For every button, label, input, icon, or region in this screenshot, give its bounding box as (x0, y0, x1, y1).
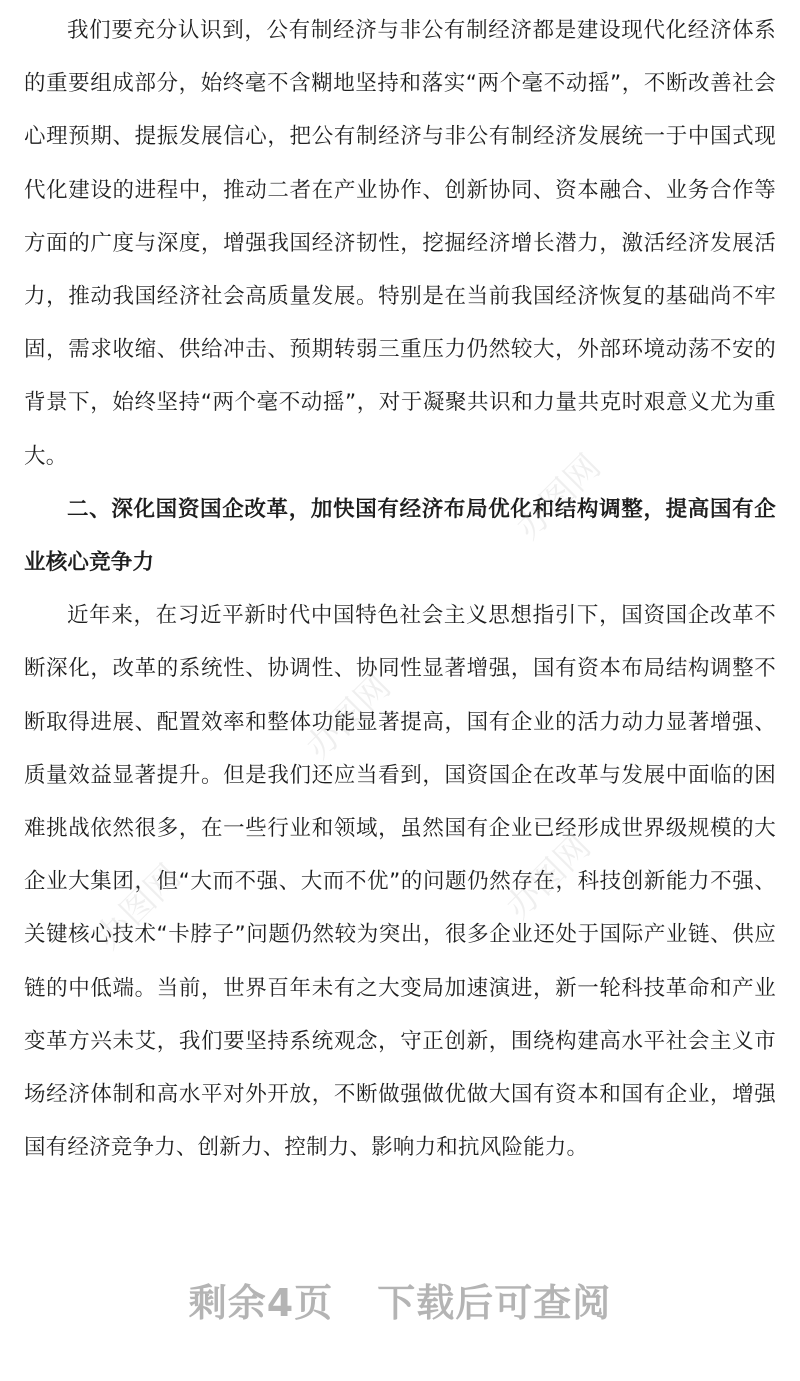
watermark: 办图网 (298, 666, 399, 768)
remaining-pages-label: 剩余4页 (188, 1281, 334, 1325)
paragraph-body: 近年来，在习近平新时代中国特色社会主义思想指引下，国资国企改革不断深化，改革的系统性、协调性、协同性显著增强，国有资本布局结构调整不断取得进展、配置效率和整体功能显著提高，国有企业的活力动力显著增强、质量效益显著提升。但是我们还应当看到，国资国企在改革与发展中面临的困难挑战依然很多，在一些行业和领域，虽然国有企业已经形成世界级规模的大企业大集团，但“大而不强、大而不优”的问题仍然存在，科技创新能力不强、关键核心技术“卡脖子”问题仍然较为突出，很多企业还处于国际产业链、供应链的中低端。当前，世界百年未有之大变局加速演进，新一轮科技革命和产业变革方兴未艾，我们要坚持系统观念，守正创新，围绕构建高水平社会主义市场经济体制和高水平对外开放，不断做强做优做大国有资本和国有企业，增强国有经济竞争力、创新力、控制力、影响力和抗风险能力。 (24, 603, 776, 1161)
paragraph-intro: 我们要充分认识到，公有制经济与非公有制经济都是建设现代化经济体系的重要组成部分，始终毫不含糊地坚持和落实“两个毫不动摇”，不断改善社会心理预期、提振发展信心，把公有制经济与非公有制经济发展统一于中国式现代化建设的进程中，推动二者在产业协作、创新协同、资本融合、业务合作等方面的广度与深度，增强我国经济韧性，挖掘经济增长潜力，激活经济发展活力，推动我国经济社会高质量发展。特别是在当前我国经济恢复的基础尚不牢固，需求收缩、供给冲击、预期转弱三重压力仍然较大，外部环境动荡不安的背景下，始终坚持“两个毫不动摇”，对于凝聚共识和力量共克时艰意义尤为重大。 (24, 18, 776, 469)
watermark: 办图网 (498, 826, 599, 928)
download-to-view-label: 下载后可查阅 (377, 1281, 612, 1325)
watermark: 办图网 (88, 856, 189, 958)
document-body (24, 4, 776, 1174)
section-heading: 二、深化国资国企改革，加快国有经济布局优化和结构调整，提高国有企业核心竞争力 (24, 496, 776, 576)
remaining-pages-banner[interactable] (0, 1272, 800, 1327)
watermark: 办图网 (508, 446, 609, 548)
